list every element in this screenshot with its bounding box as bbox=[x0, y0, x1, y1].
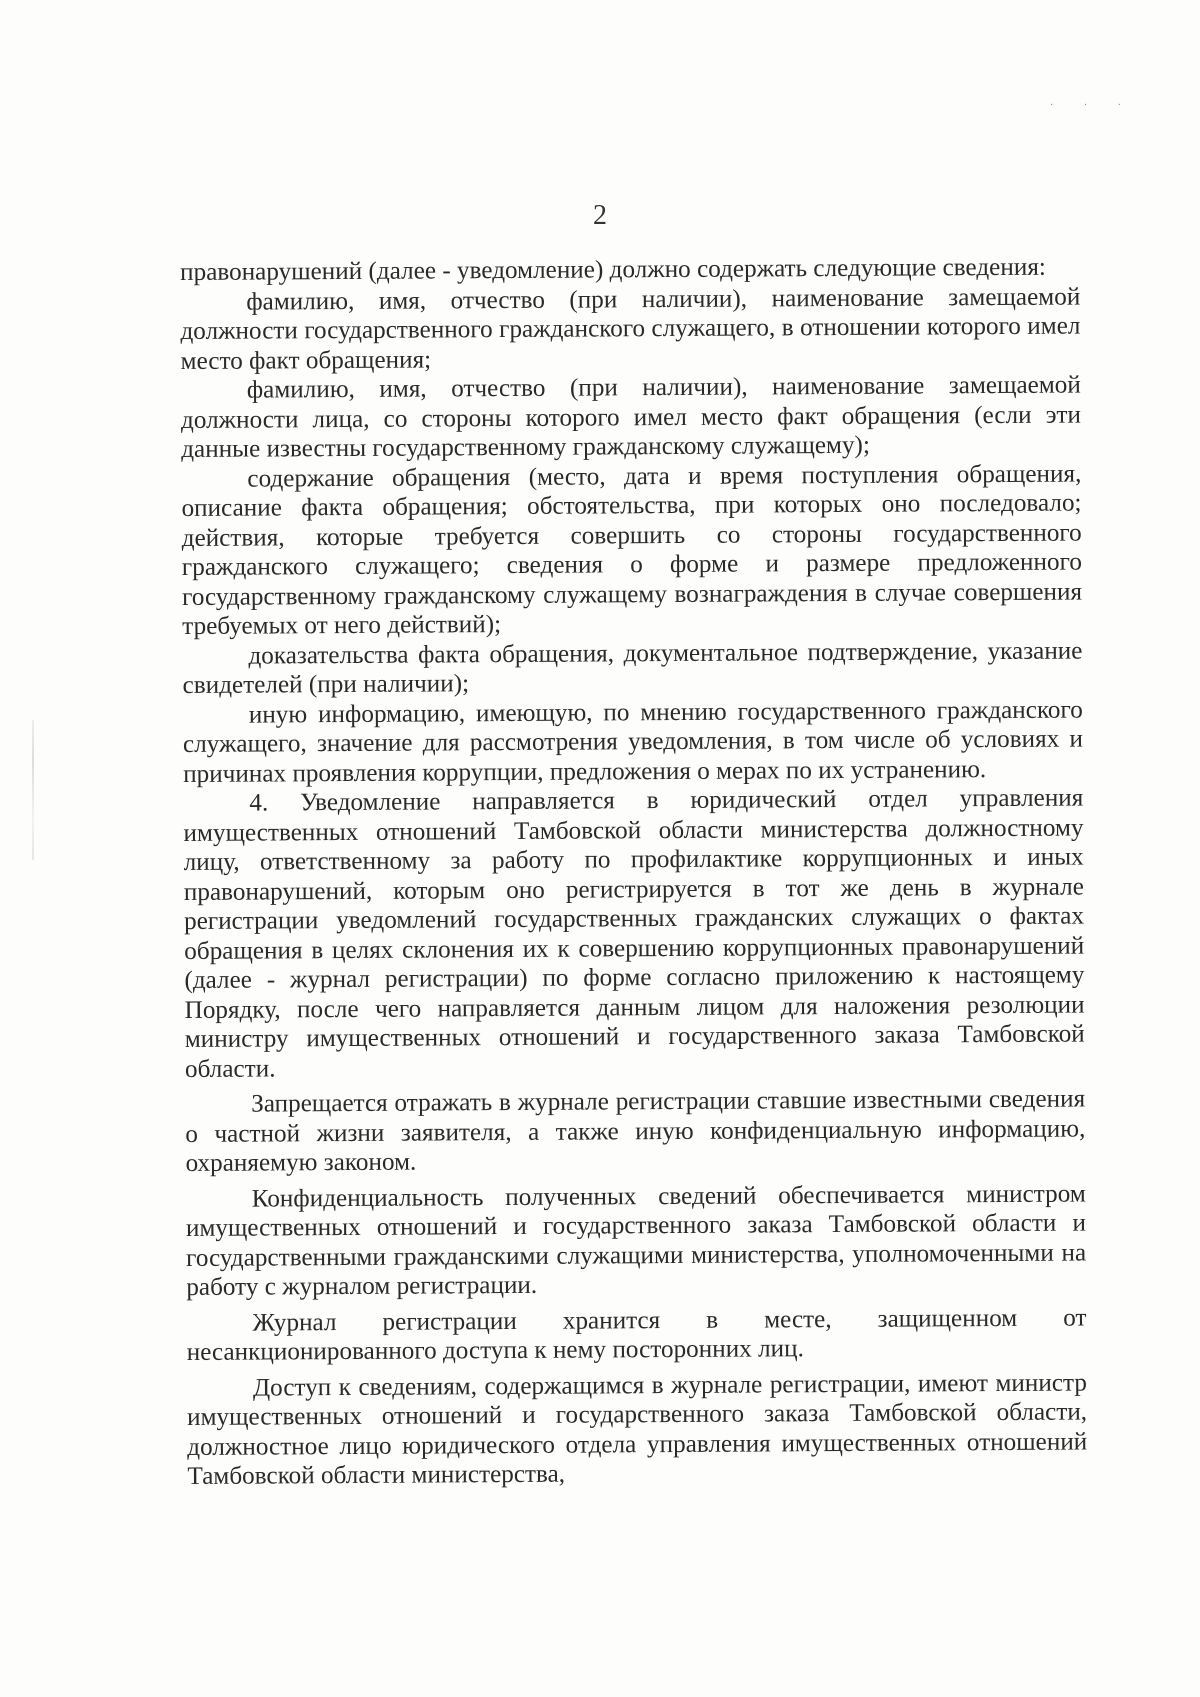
paragraph-prohibition: Запрещается отражать в журнале регистрации ставшие известными сведения о частной жизни заявителя, а также иную конфиденциальную информацию, охраняемую законом. bbox=[185, 1085, 1086, 1177]
paragraph-confidentiality: Конфиденциальность полученных сведений обеспечивается министром имущественных отношений и государственного заказа Тамбовской области и государственными гражданскими служащими министерства, уполномоченными на работу с журналом регистрации. bbox=[185, 1179, 1087, 1301]
paragraph-intro: правонарушений (далее - уведомление) должно содержать следующие сведения: bbox=[180, 253, 1046, 286]
scan-edge-artifact bbox=[32, 720, 34, 860]
paragraph-other-info: иную информацию, имеющую, по мнению государственного гражданского служащего, значение для рассмотрения уведомления, в том числе об условиях и причинах проявления коррупции, предложения о мерах по их устранению. bbox=[182, 695, 1084, 788]
document-body bbox=[180, 253, 1088, 1492]
paragraph-requester-name: фамилию, имя, отчество (при наличии), наименование замещаемой должности лица, со стороны которого имел место факт обращения (если эти данные известны государственному гражданскому служащему); bbox=[180, 371, 1082, 463]
paragraph-section-4: 4. Уведомление направляется в юридический отдел управления имущественных отношений Тамбовской области министерства должностному лицу, ответственному за работу по профилактике коррупционных и иных правонарушений, которым оно регистрируется в тот же день в журнале регистрации уведомлений государственных гражданских служащих о фактах обращения в целях склонения их к совершению коррупционных правонарушений (далее - журнал регистрации) по форме согласно приложению к настоящему Порядку, после чего направляется данным лицом для наложения резолюции министру имущественных отношений и государственного заказа Тамбовской области. bbox=[183, 784, 1085, 1083]
paragraph-access: Доступ к сведениям, содержащимся в журнале регистрации, имеют министр имущественных отношений и государственного заказа Тамбовской области, должностное лицо юридического отдела управления имущественных отношений Тамбовской области министерства, bbox=[187, 1368, 1088, 1490]
paragraph-request-content: содержание обращения (место, дата и время поступления обращения, описание факта обращения; обстоятельства, при которых оно последовало; действия, которые требуется совершить со стороны государственного гражданского служащего; сведения о форме и размере предложенного государственному гражданскому служащему вознаграждения в случае совершения требуемых от него действий); bbox=[181, 459, 1083, 640]
paragraph-journal-storage: Журнал регистрации хранится в месте, защищенном от несанкционированного доступа к нему посторонних лиц. bbox=[186, 1303, 1087, 1366]
paragraph-employee-name: фамилию, имя, отчество (при наличии), наименование замещаемой должности государственного гражданского служащего, в отношении которого имел место факт обращения; bbox=[180, 283, 1081, 375]
paragraph-evidence: доказательства факта обращения, документальное подтверждение, указание свидетелей (при наличии); bbox=[182, 636, 1083, 699]
scan-corner-marks: · · · bbox=[1050, 100, 1135, 111]
page-number: 2 bbox=[593, 200, 607, 231]
